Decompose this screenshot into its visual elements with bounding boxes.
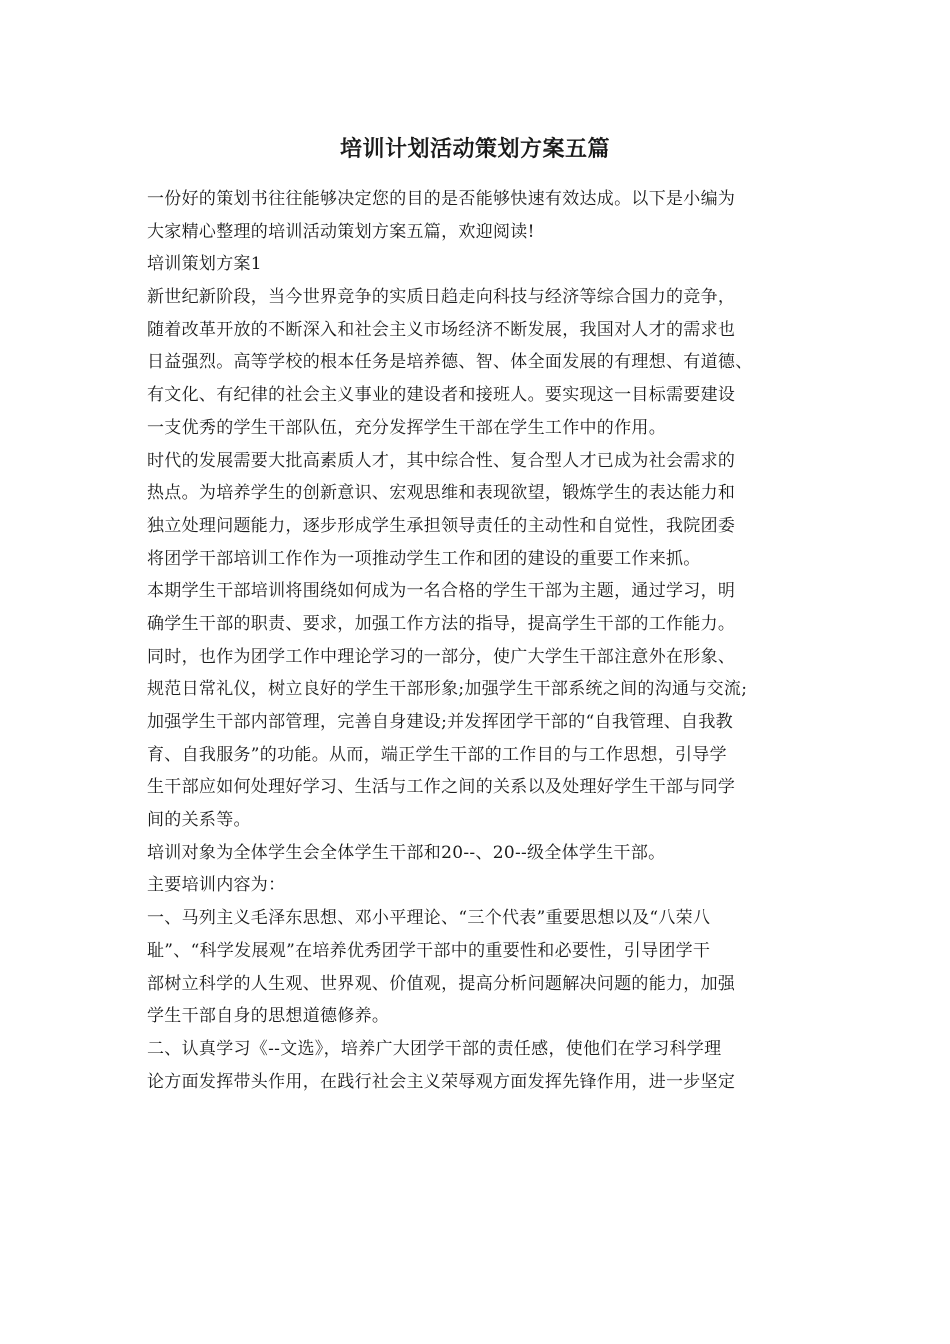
- document-title: 培训计划活动策划方案五篇: [339, 136, 610, 162]
- text-line: 间的关系等。: [147, 810, 251, 831]
- text-line: 随着改革开放的不断深入和社会主义市场经济不断发展，我国对人才的需求也: [147, 319, 736, 340]
- text-line: 耻”、“科学发展观”在培养优秀团学干部中的重要性和必要性，引导团学干: [147, 940, 711, 961]
- text-line: 日益强烈。高等学校的根本任务是培养德、智、体全面发展的有理想、有道德、: [147, 352, 753, 373]
- section-heading: 培训策划方案1: [147, 254, 262, 275]
- text-line: 一支优秀的学生干部队伍，充分发挥学生干部在学生工作中的作用。: [147, 417, 666, 438]
- text-line: 一份好的策划书往往能够决定您的目的是否能够快速有效达成。以下是小编为: [147, 189, 736, 209]
- text-line: 本期学生干部培训将围绕如何成为一名合格的学生干部为主题，通过学习，明: [147, 581, 736, 602]
- text-line: 大家精心整理的培训活动策划方案五篇，欢迎阅读!: [147, 221, 535, 242]
- text-line: 新世纪新阶段，当今世界竞争的实质日趋走向科技与经济等综合国力的竞争，: [147, 287, 736, 308]
- text-line: 将团学干部培训工作作为一项推动学生工作和团的建设的重要工作来抓。: [147, 548, 701, 569]
- text-line: 热点。为培养学生的创新意识、宏观思维和表现欲望，锻炼学生的表达能力和: [147, 483, 736, 504]
- text-line: 规范日常礼仪，树立良好的学生干部形象;加强学生干部系统之间的沟通与交流;: [147, 679, 748, 700]
- text-line: 论方面发挥带头作用，在践行社会主义荣辱观方面发挥先锋作用，进一步坚定: [147, 1071, 736, 1092]
- text-line: 培训对象为全体学生会全体学生干部和20--、20--级全体学生干部。: [147, 842, 666, 863]
- text-line: 独立处理问题能力，逐步形成学生承担领导责任的主动性和自觉性，我院团委: [147, 515, 736, 536]
- text-line: 部树立科学的人生观、世界观、价值观，提高分析问题解决问题的能力，加强: [147, 973, 736, 994]
- text-line: 二、认真学习《--文选》，培养广大团学干部的责任感，使他们在学习科学理: [147, 1038, 722, 1059]
- text-line: 育、自我服务”的功能。从而，端正学生干部的工作目的与工作思想，引导学: [147, 744, 727, 765]
- text-line: 同时，也作为团学工作中理论学习的一部分，使广大学生干部注意外在形象、: [147, 646, 736, 667]
- text-line: 主要培训内容为：: [147, 875, 286, 896]
- text-line: 有文化、有纪律的社会主义事业的建设者和接班人。要实现这一目标需要建设: [147, 385, 736, 406]
- document-body: [147, 183, 827, 1098]
- text-line: 生干部应如何处理好学习、生活与工作之间的关系以及处理好学生干部与同学: [147, 777, 736, 798]
- text-line: 一、马列主义毛泽东思想、邓小平理论、“三个代表”重要思想以及“八荣八: [147, 908, 711, 929]
- text-line: 时代的发展需要大批高素质人才，其中综合性、复合型人才已成为社会需求的: [147, 450, 736, 471]
- text-line: 学生干部自身的思想道德修养。: [147, 1006, 390, 1027]
- text-line: 加强学生干部内部管理，完善自身建设;并发挥团学干部的“自我管理、自我教: [147, 712, 733, 732]
- text-line: 确学生干部的职责、要求，加强工作方法的指导，提高学生干部的工作能力。: [147, 613, 736, 634]
